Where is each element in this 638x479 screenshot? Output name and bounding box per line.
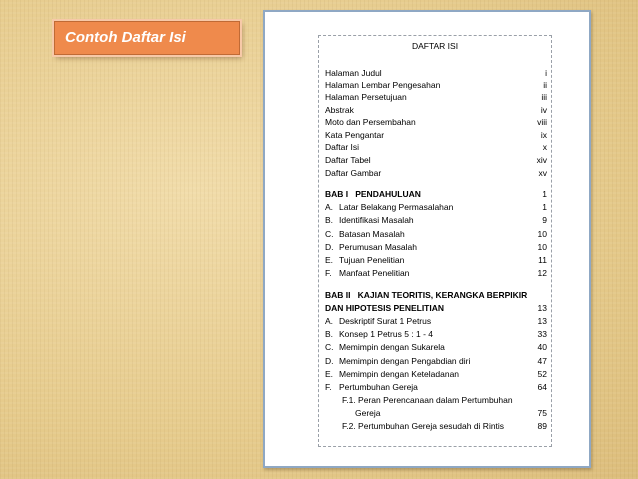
toc-entry-text: Memimpin dengan Sukarela — [339, 342, 445, 352]
toc-entry — [325, 315, 547, 327]
toc-entry-page: 11 — [538, 255, 547, 265]
toc-entry-marker: D. — [325, 356, 334, 366]
toc-entry-page: ix — [540, 130, 547, 140]
toc-entry-page: 1 — [542, 189, 547, 199]
toc-entry-text: Perumusan Masalah — [339, 242, 417, 252]
toc-entry-marker: E. — [325, 255, 334, 265]
toc-entry — [325, 129, 547, 141]
toc-entry — [325, 201, 547, 213]
toc-entry-text: Halaman Persetujuan — [325, 92, 407, 102]
toc-entry — [325, 267, 547, 279]
toc-entry-text: Daftar Tabel — [325, 155, 371, 165]
toc-entry — [325, 341, 547, 353]
toc-entry — [325, 241, 547, 253]
toc-entry-text: Daftar Isi — [325, 142, 360, 152]
toc-entry-text: Tujuan Penelitian — [339, 255, 405, 265]
toc-entry-marker: C. — [325, 229, 334, 239]
toc-entry — [325, 355, 547, 367]
toc-entry-page: iv — [540, 105, 547, 115]
toc-entry — [325, 154, 547, 166]
toc-entry — [325, 381, 547, 393]
toc-entry-page: 64 — [537, 382, 547, 392]
toc-entry-text: Memimpin dengan Keteladanan — [339, 369, 460, 379]
slide-title-label: Contoh Daftar Isi — [54, 21, 240, 55]
toc-chapter-title: DAN HIPOTESIS PENELITIAN — [325, 303, 445, 313]
toc-entry-page: xv — [538, 168, 547, 178]
toc-chapter-heading — [325, 289, 547, 301]
toc-entry-page: 47 — [537, 356, 547, 366]
toc-entry-text: Memimpin dengan Pengabdian diri — [339, 356, 471, 366]
toc-entry-marker: B. — [325, 329, 334, 339]
toc-entry-page: 10 — [537, 242, 547, 252]
toc-entry-text: Gereja — [355, 408, 381, 418]
toc-entry-text: F.2. Pertumbuhan Gereja sesudah di Rintis — [342, 421, 505, 431]
toc-chapter-heading — [325, 302, 547, 314]
toc-entry — [325, 91, 547, 103]
toc-entry-page: 12 — [537, 268, 547, 278]
toc-entry-marker: C. — [325, 342, 334, 352]
toc-entry-text: F.1. Peran Perencanaan dalam Pertumbuhan — [342, 395, 513, 405]
toc-entry — [325, 116, 547, 128]
toc-entry-text: Identifikasi Masalah — [339, 215, 414, 225]
toc-chapter-title: BAB II KAJIAN TEORITIS, KERANGKA BERPIKIR — [325, 290, 528, 300]
toc-entry-page: 40 — [537, 342, 547, 352]
toc-entry-text: Abstrak — [325, 105, 354, 115]
toc-entry-page: ii — [543, 80, 547, 90]
toc-entry-text: Kata Pengantar — [325, 130, 385, 140]
toc-subentry — [325, 394, 547, 406]
toc-entry-text: Batasan Masalah — [339, 229, 405, 239]
toc-entry-text: Halaman Lembar Pengesahan — [325, 80, 441, 90]
toc-entry — [325, 141, 547, 153]
toc-entry-text: Halaman Judul — [325, 68, 382, 78]
toc-entry-page: 89 — [537, 421, 547, 431]
toc-entry-marker: F. — [325, 382, 332, 392]
toc-entry-page: i — [545, 68, 547, 78]
toc-entry-marker: D. — [325, 242, 334, 252]
toc-subentry — [325, 407, 547, 419]
toc-entry-page: 33 — [537, 329, 547, 339]
toc-entry-text: Pertumbuhan Gereja — [339, 382, 418, 392]
toc-entry-marker: A. — [325, 316, 334, 326]
toc-entry-page: 75 — [537, 408, 547, 418]
toc-entry — [325, 328, 547, 340]
toc-entry — [325, 79, 547, 91]
toc-entry-page: iii — [541, 92, 547, 102]
toc-entry-page: viii — [537, 117, 547, 127]
toc-entry-text: Latar Belakang Permasalahan — [339, 202, 454, 212]
toc-entry-text: Deskriptif Surat 1 Petrus — [339, 316, 432, 326]
toc-title: DAFTAR ISI — [411, 41, 459, 51]
toc-entry-page: 1 — [542, 202, 547, 212]
toc-entry-page: x — [542, 142, 547, 152]
toc-entry — [325, 368, 547, 380]
toc-entry — [325, 254, 547, 266]
toc-entry-marker: A. — [325, 202, 334, 212]
toc-entry-marker: B. — [325, 215, 334, 225]
toc-entry — [325, 104, 547, 116]
toc-entry — [325, 167, 547, 179]
toc-entry — [325, 214, 547, 226]
toc-entry-page: 52 — [537, 369, 547, 379]
toc-entry-page: 9 — [542, 215, 547, 225]
toc-entry-page: 13 — [537, 316, 547, 326]
toc-chapter-heading — [325, 188, 547, 200]
toc-entry-page: 10 — [537, 229, 547, 239]
toc-entry-marker: F. — [325, 268, 332, 278]
toc-subentry — [325, 420, 547, 432]
toc-chapter-title: BAB I PENDAHULUAN — [325, 189, 421, 199]
toc-entry — [325, 67, 547, 79]
toc-entry-text: Konsep 1 Petrus 5 : 1 - 4 — [339, 329, 434, 339]
toc-entry-page: 13 — [537, 303, 547, 313]
toc-entry-text: Daftar Gambar — [325, 168, 382, 178]
toc-entry-page: xiv — [536, 155, 547, 165]
toc-entry — [325, 228, 547, 240]
toc-entry-text: Moto dan Persembahan — [325, 117, 416, 127]
toc-entry-text: Manfaat Penelitian — [339, 268, 410, 278]
toc-entry-marker: E. — [325, 369, 334, 379]
